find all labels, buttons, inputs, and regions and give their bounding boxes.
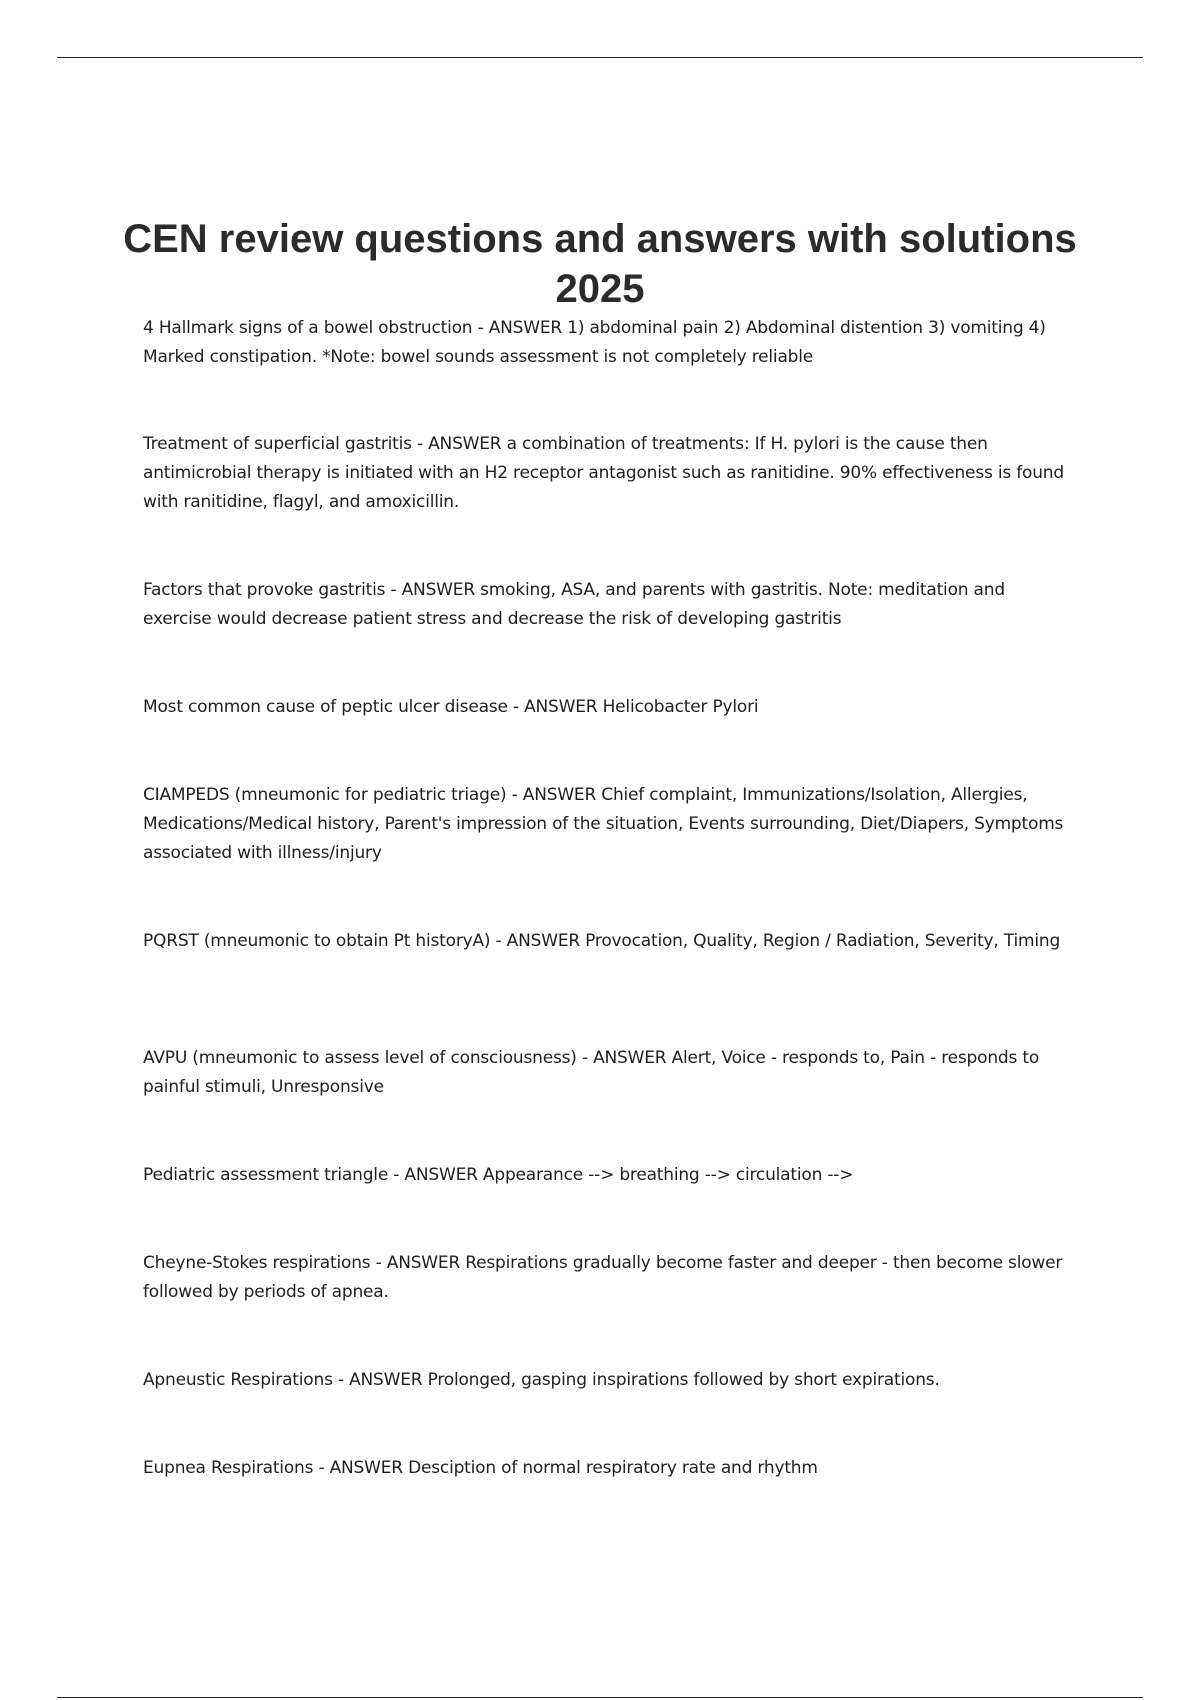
qa-entry-text: Apneustic Respirations - ANSWER Prolonged, gasping inspirations followed by short expirations.: [143, 1370, 940, 1390]
qa-entry: [143, 1249, 1073, 1307]
qa-entry-text: Most common cause of peptic ulcer disease - ANSWER Helicobacter Pylori: [143, 697, 759, 717]
qa-entry: [143, 693, 1073, 722]
top-divider: [57, 57, 1143, 58]
qa-entry-text: Treatment of superficial gastritis - ANSWER a combination of treatments: If H. pylori is the cause then antimicrobial therapy is initiated with an H2 receptor antagonist such as ranitidine. 90% effectiveness is found with ranitidine, flagyl, and amoxicillin.: [143, 434, 1064, 512]
qa-entry: [143, 576, 1073, 634]
qa-entry-text: AVPU (mneumonic to assess level of consciousness) - ANSWER Alert, Voice - responds to, Pain - responds to painful stimuli, Unresponsive: [143, 1048, 1040, 1097]
qa-entry: [143, 430, 1073, 517]
qa-entry-text: Cheyne-Stokes respirations - ANSWER Respirations gradually become faster and deeper - then become slower followed by periods of apnea.: [143, 1253, 1063, 1302]
qa-entry-text: PQRST (mneumonic to obtain Pt historyA) - ANSWER Provocation, Quality, Region / Radiation, Severity, Timing: [143, 931, 1061, 951]
qa-entry: [143, 1044, 1073, 1102]
qa-entry: [143, 314, 1073, 372]
qa-entry-text: 4 Hallmark signs of a bowel obstruction - ANSWER 1) abdominal pain 2) Abdominal distention 3) vomiting 4) Marked constipation. *Note: bowel sounds assessment is not completely reliable: [143, 318, 1046, 367]
bottom-divider: [57, 1697, 1143, 1698]
qa-entry: [143, 1161, 1073, 1190]
qa-entry: [143, 927, 1073, 956]
qa-entry-text: CIAMPEDS (mneumonic for pediatric triage) - ANSWER Chief complaint, Immunizations/Isolation, Allergies, Medications/Medical history, Parent's impression of the situation, Events surrounding, Diet/Diapers, Symptoms associated with illness/injury: [143, 785, 1064, 863]
document-title: CEN review questions and answers with solutions 2025: [123, 217, 1077, 311]
qa-entry-text: Pediatric assessment triangle - ANSWER Appearance --> breathing --> circulation -->: [143, 1165, 854, 1185]
qa-entry-text: Factors that provoke gastritis - ANSWER smoking, ASA, and parents with gastritis. Note: meditation and exercise would decrease patient stress and decrease the risk of developing gastritis: [143, 580, 1005, 629]
qa-entry-text: Eupnea Respirations - ANSWER Desciption of normal respiratory rate and rhythm: [143, 1458, 818, 1478]
qa-entry: [143, 781, 1073, 868]
qa-entry: [143, 1454, 1073, 1483]
qa-entry: [143, 1366, 1073, 1395]
